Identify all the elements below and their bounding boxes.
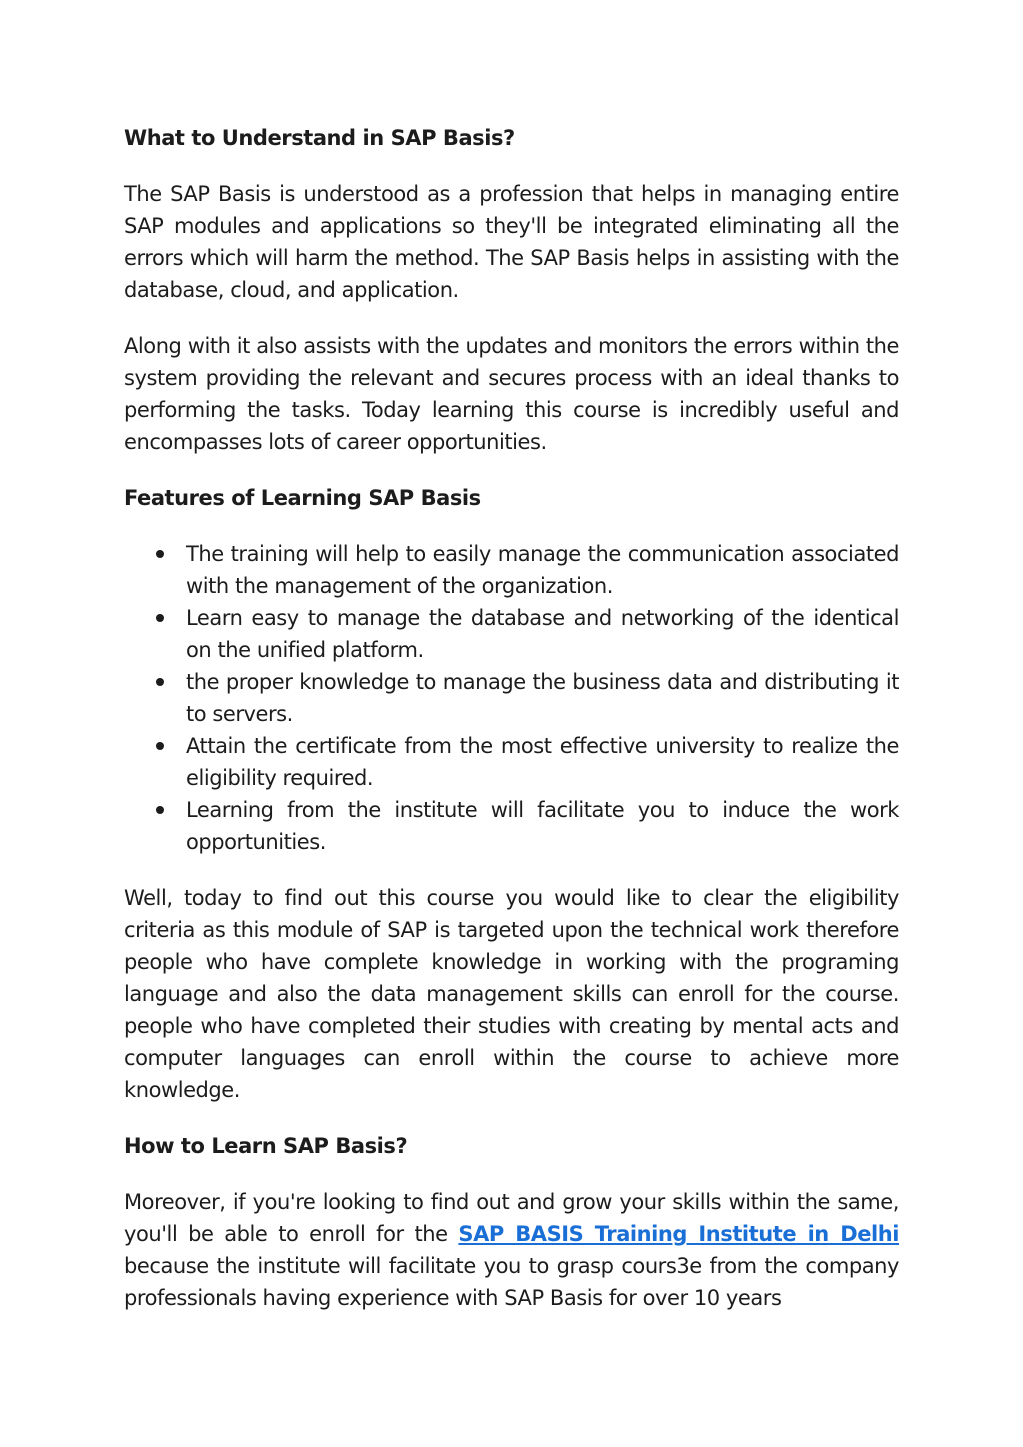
bullet-icon [156, 806, 164, 814]
bullet-icon [156, 614, 164, 622]
list-item [124, 730, 899, 794]
list-item-text: Learning from the institute will facilitate you to induce the work opportunities. [186, 798, 899, 854]
bullet-icon [156, 678, 164, 686]
heading-understand: What to Understand in SAP Basis? [124, 126, 515, 150]
list-item-text: Attain the certificate from the most effective university to realize the eligibility required. [186, 734, 899, 790]
paragraph-understand-2: Along with it also assists with the updates and monitors the errors within the system providing the relevant and secures process with an ideal thanks to performing the tasks. Today learning this course is incredibly useful and encompasses lots of career opportunities. [124, 334, 899, 454]
heading-howto: How to Learn SAP Basis? [124, 1134, 408, 1158]
bullet-icon [156, 742, 164, 750]
list-item [124, 602, 899, 666]
list-item-text: Learn easy to manage the database and networking of the identical on the unified platform. [186, 606, 899, 662]
paragraph-understand-1: The SAP Basis is understood as a profession that helps in managing entire SAP modules and applications so they'll be integrated eliminating all the errors which will harm the method. The SAP Basis helps in assisting with the database, cloud, and application. [124, 182, 899, 302]
bullet-icon [156, 550, 164, 558]
features-list [124, 538, 899, 858]
list-item-text: the proper knowledge to manage the business data and distributing it to servers. [186, 670, 899, 726]
paragraph-howto [124, 1186, 899, 1314]
list-item-text: The training will help to easily manage the communication associated with the management of the organization. [186, 542, 899, 598]
paragraph-howto-text-before: Moreover, if you're looking to find out and grow your skills within the same, you'll be able to enroll for the [124, 1190, 899, 1246]
list-item [124, 666, 899, 730]
heading-features: Features of Learning SAP Basis [124, 486, 481, 510]
paragraph-howto-text-after: because the institute will facilitate you to grasp cours3e from the company professionals having experience with SAP Basis for over 10 years [124, 1254, 899, 1310]
list-item [124, 794, 899, 858]
paragraph-eligibility: Well, today to find out this course you would like to clear the eligibility criteria as this module of SAP is targeted upon the technical work therefore people who have complete knowledge in working with the programing language and also the data management skills can enroll for the course. people who have completed their studies with creating by mental acts and computer languages can enroll within the course to achieve more knowledge. [124, 886, 899, 1102]
training-institute-link[interactable]: SAP BASIS Training Institute in Delhi [458, 1222, 900, 1246]
document-page [124, 122, 899, 1314]
list-item [124, 538, 899, 602]
